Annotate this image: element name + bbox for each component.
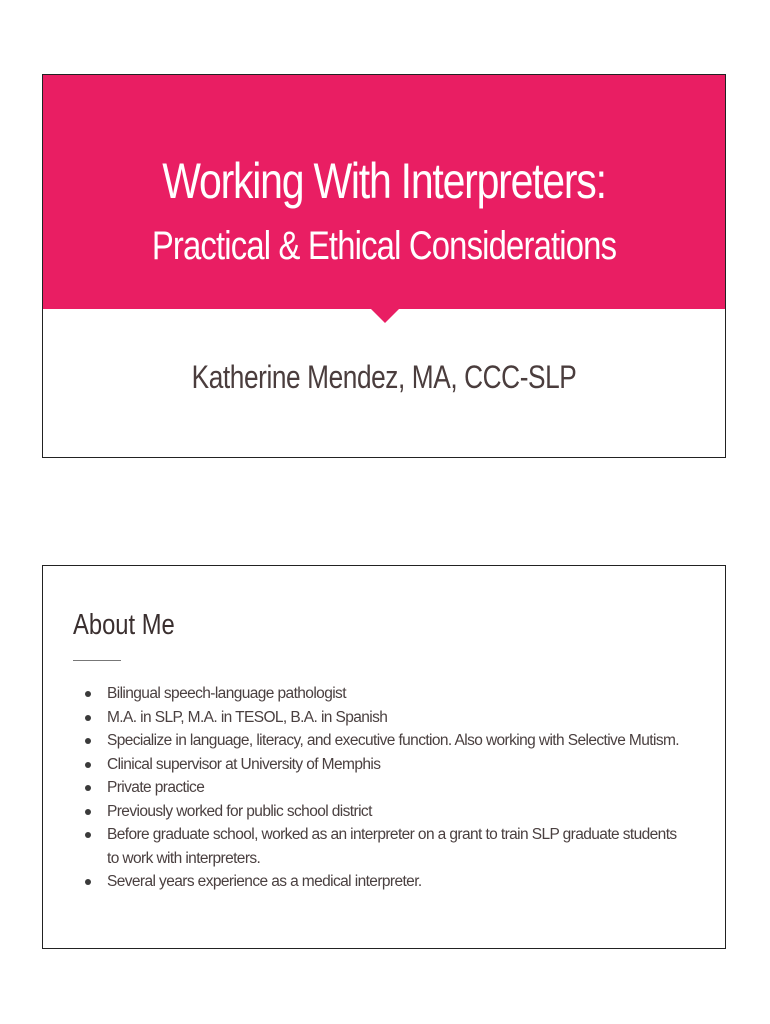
- bullet-icon: [85, 879, 91, 885]
- banner-pointer-shape: [371, 309, 399, 323]
- list-item: Before graduate school, worked as an interpreter on a grant to train SLP graduate students to work with interpreters.: [77, 823, 687, 870]
- heading-divider: [73, 660, 121, 661]
- slide-title: Working With Interpreters:: [162, 153, 606, 209]
- about-me-slide: [42, 565, 726, 949]
- list-item: Specialize in language, literacy, and executive function. Also working with Selective Mutism.: [77, 729, 687, 753]
- list-item: Several years experience as a medical interpreter.: [77, 870, 687, 894]
- list-item: Previously worked for public school district: [77, 800, 687, 824]
- bullet-icon: [85, 715, 91, 721]
- bullet-icon: [85, 738, 91, 744]
- bullet-icon: [85, 809, 91, 815]
- presenter-name: Katherine Mendez, MA, CCC-SLP: [191, 359, 577, 395]
- list-item: Bilingual speech-language pathologist: [77, 682, 687, 706]
- title-banner: [43, 75, 725, 309]
- bullet-icon: [85, 762, 91, 768]
- bullet-icon: [85, 832, 91, 838]
- slide-subtitle: Practical & Ethical Considerations: [151, 224, 617, 268]
- list-item: M.A. in SLP, M.A. in TESOL, B.A. in Spanish: [77, 706, 687, 730]
- section-heading: About Me: [73, 609, 175, 641]
- list-item: Private practice: [77, 776, 687, 800]
- title-slide: [42, 74, 726, 458]
- list-item: Clinical supervisor at University of Memphis: [77, 753, 687, 777]
- bullet-icon: [85, 691, 91, 697]
- bullet-icon: [85, 785, 91, 791]
- bullet-list: [77, 682, 687, 894]
